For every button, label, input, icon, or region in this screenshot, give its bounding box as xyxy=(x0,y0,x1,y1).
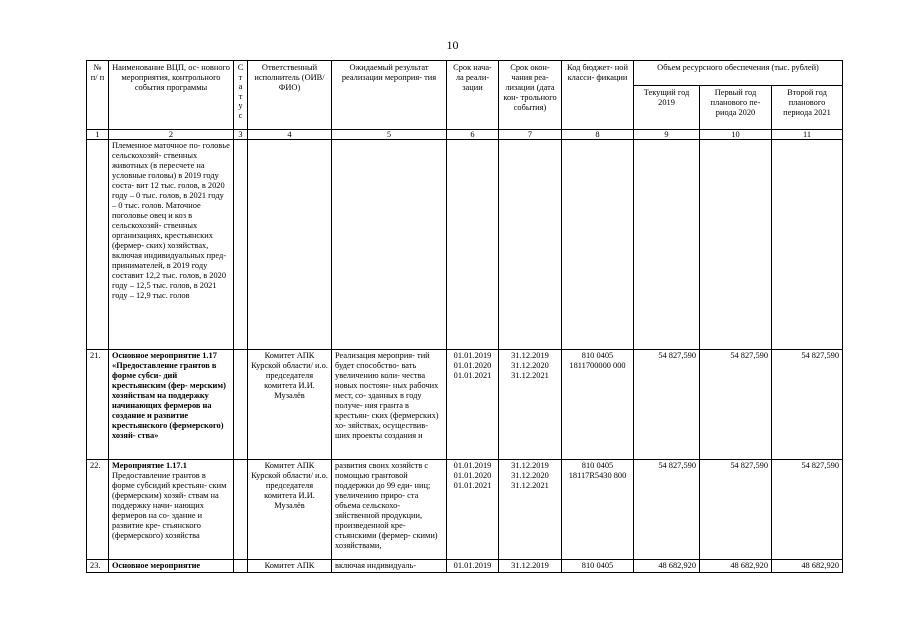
row-value-2020 xyxy=(700,140,772,350)
row-code: 810 0405 1811700000 000 xyxy=(562,350,634,460)
row-executor: Комитет АПК Курской области/ и.о. председателя комитета И.И. Музалёв xyxy=(248,460,332,560)
row-result: Реализация мероприя- тий будет способство- вать увеличению коли- чества новых постоян- ных рабочих мест, со- зданных в году получе- ния гранта в крестьян- ских (фермерских) хо- зяйствах, осуществив- ших проекты создания и xyxy=(332,350,447,460)
col-number: 7 xyxy=(499,130,562,140)
row-end: 31.12.2019 31.12.2020 31.12.2021 xyxy=(499,460,562,560)
row-start: 01.01.2019 01.01.2020 01.01.2021 xyxy=(447,460,499,560)
row-status xyxy=(234,140,248,350)
row-value-2021 xyxy=(772,140,843,350)
header-status: С т а т у с xyxy=(234,61,248,130)
row-start xyxy=(447,140,499,350)
row-num xyxy=(87,140,109,350)
row-executor: Комитет АПК xyxy=(248,560,332,573)
row-result: включая индивидуаль- xyxy=(332,560,447,573)
col-number: 8 xyxy=(562,130,634,140)
header-year-second: Второй год планового периода 2021 xyxy=(772,86,843,130)
row-name-bold: Основное мероприятие xyxy=(112,561,201,570)
table-row xyxy=(87,460,843,560)
row-end: 31.12.2019 xyxy=(499,560,562,573)
header-start: Срок нача- ла реали- зации xyxy=(447,61,499,130)
program-table xyxy=(86,60,843,573)
row-value-2021: 54 827,590 xyxy=(772,350,843,460)
row-result xyxy=(332,140,447,350)
row-executor xyxy=(248,140,332,350)
row-end xyxy=(499,140,562,350)
row-end: 31.12.2019 31.12.2020 31.12.2021 xyxy=(499,350,562,460)
row-value-2019: 48 682,920 xyxy=(634,560,700,573)
col-number: 9 xyxy=(634,130,700,140)
row-start: 01.01.2019 xyxy=(447,560,499,573)
row-name-bold: Мероприятие 1.17.1 xyxy=(112,461,187,470)
header-row-1 xyxy=(87,61,843,86)
header-funding: Объем ресурсного обеспечения (тыс. рублей) xyxy=(634,61,843,86)
table-row xyxy=(87,350,843,460)
row-num: 23. xyxy=(87,560,109,573)
row-code: 810 0405 xyxy=(562,560,634,573)
row-status xyxy=(234,460,248,560)
col-number: 11 xyxy=(772,130,843,140)
row-code: 810 0405 18117R5430 800 xyxy=(562,460,634,560)
header-year-first: Первый год планового пе- риода 2020 xyxy=(700,86,772,130)
col-number: 10 xyxy=(700,130,772,140)
header-num: № п/ п xyxy=(87,61,109,130)
header-result: Ожидаемый результат реализации мероприя- тия xyxy=(332,61,447,130)
row-name-text: Племенное маточное по- головье сельскохозяй- ственных животных (в пересчете на условные головы) в 2019 году соста- вит 12 тыс. голов, в 2020 году – 0 тыс. голов, в 2021 году – 0 тыс. голов. Маточное поголовье овец и коз в сельскохозяй- ственных организациях, крестьянских (фермер- ских) хозяйствах, включая индивидуальных пред- принимателей, в 2019 году составит 12,2 тыс. голов, в 2020 году – 12,5 тыс. голов, в 2021 году – 12,9 тыс. голов xyxy=(112,141,230,300)
header-year-current: Текущий год 2019 xyxy=(634,86,700,130)
row-name xyxy=(109,350,234,460)
row-start: 01.01.2019 01.01.2020 01.01.2021 xyxy=(447,350,499,460)
header-executor: Ответственный исполнитель (ОИВ/ФИО) xyxy=(248,61,332,130)
header-name: Наименование ВЦП, ос- новного мероприятия, контрольного события программы xyxy=(109,61,234,130)
col-number: 6 xyxy=(447,130,499,140)
col-number: 3 xyxy=(234,130,248,140)
row-name xyxy=(109,560,234,573)
row-value-2021: 54 827,590 xyxy=(772,460,843,560)
row-value-2020: 48 682,920 xyxy=(700,560,772,573)
col-number: 4 xyxy=(248,130,332,140)
row-name xyxy=(109,140,234,350)
row-name-text: Предоставление грантов в форме субсидий крестьян- ским (фермерским) хозяй- ствам на поддержку начи- нающих фермеров на со- здание и развитие кре- стьянского (фермерского) хозяйства xyxy=(112,471,227,540)
row-code xyxy=(562,140,634,350)
row-status xyxy=(234,560,248,573)
col-number: 2 xyxy=(109,130,234,140)
row-value-2021: 48 682,920 xyxy=(772,560,843,573)
row-value-2020: 54 827,590 xyxy=(700,350,772,460)
row-name xyxy=(109,460,234,560)
row-value-2019: 54 827,590 xyxy=(634,350,700,460)
row-value-2019 xyxy=(634,140,700,350)
row-status xyxy=(234,350,248,460)
page-number: 10 xyxy=(446,38,459,52)
col-number: 5 xyxy=(332,130,447,140)
row-value-2019: 54 827,590 xyxy=(634,460,700,560)
row-executor: Комитет АПК Курской области/ и.о. председателя комитета И.И. Музалёв xyxy=(248,350,332,460)
header-budget-code: Код бюджет- ной класси- фикации xyxy=(562,61,634,130)
row-result: развития своих хозяйств с помощью грантовой поддержки до 99 еди- ниц; увеличению приро- ста объема сельскохо- зяйственной продукции, произведенной кре- стьянскими (фермер- скими) хозяйствами, xyxy=(332,460,447,560)
col-number: 1 xyxy=(87,130,109,140)
row-num: 21. xyxy=(87,350,109,460)
header-end: Срок окон- чания реа- лизации (дата кон- трольного события) xyxy=(499,61,562,130)
row-value-2020: 54 827,590 xyxy=(700,460,772,560)
column-number-row xyxy=(87,130,843,140)
row-name-bold: Основное мероприятие 1.17 «Предоставление грантов в форме субси- дий крестьянским (фер- мерским) хозяйствам на поддержку начинающих фермеров на создание и развитие крестьянского (фермерского) хозяй- ства» xyxy=(112,351,226,440)
table-row xyxy=(87,140,843,350)
table-row xyxy=(87,560,843,573)
row-num: 22. xyxy=(87,460,109,560)
